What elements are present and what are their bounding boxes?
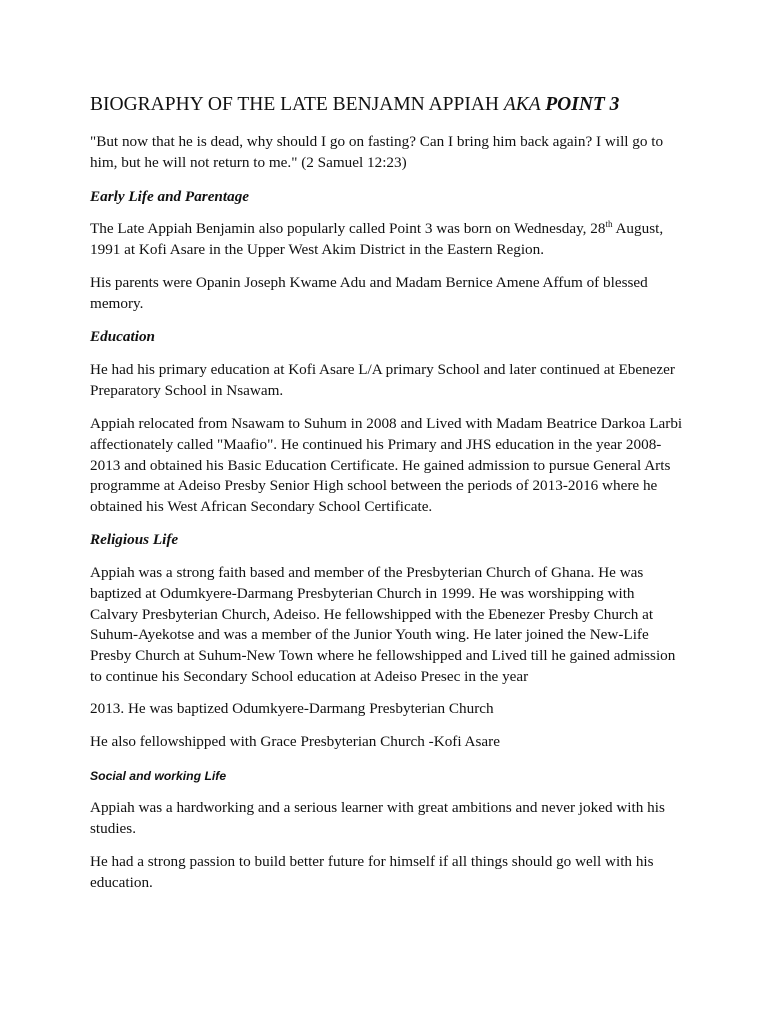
paragraph-line: 2013. He was baptized Odumkyere-Darmang Presbyterian Church bbox=[90, 700, 494, 717]
paragraph-line: He had a strong passion to build better future for himself if all things should go well with his bbox=[90, 853, 654, 870]
paragraph-line: He also fellowshipped with Grace Presbyterian Church -Kofi Asare bbox=[90, 733, 500, 750]
paragraph-line: education. bbox=[90, 873, 153, 891]
paragraph-line: Presby Church at Suhum-New Town where he fellowshipped and Lived till he gained admission bbox=[90, 647, 676, 665]
paragraph-line: Suhum-Ayekotse and was a member of the Junior Youth wing. He later joined the New-Life bbox=[90, 626, 649, 644]
scripture-quote bbox=[90, 132, 682, 174]
heading-social-life: Social and working Life bbox=[90, 769, 227, 783]
education-paragraph-2 bbox=[90, 414, 682, 518]
heading-education: Education bbox=[90, 328, 155, 345]
paragraph-line: Calvary Presbyterian Church, Adeiso. He fellowshipped with the Ebenezer Presby Church at bbox=[90, 605, 654, 623]
religious-life-paragraph-1 bbox=[90, 563, 682, 688]
quote-line: him, but he will not return to me." (2 Samuel 12:23) bbox=[90, 153, 407, 171]
title-main: BIOGRAPHY OF THE LATE BENJAMN APPIAH bbox=[90, 94, 504, 115]
heading-early-life: Early Life and Parentage bbox=[90, 188, 250, 205]
paragraph-line: to continue his Secondary School education at Adeiso Presec in the year bbox=[90, 667, 529, 685]
ordinal-superscript: th bbox=[605, 219, 613, 229]
paragraph-line: 1991 at Kofi Asare in the Upper West Akim District in the Eastern Region. bbox=[90, 240, 545, 258]
heading-religious-life: Religious Life bbox=[90, 531, 179, 548]
title-aka: AKA bbox=[503, 94, 546, 115]
social-life-paragraph-2 bbox=[90, 852, 682, 894]
paragraph-line: obtained his West African Secondary School Certificate. bbox=[90, 498, 433, 516]
title-nickname: POINT 3 bbox=[545, 94, 620, 115]
paragraph-line: Appiah was a strong faith based and member of the Presbyterian Church of Ghana. He was bbox=[90, 564, 644, 581]
paragraph-line: memory. bbox=[90, 294, 144, 312]
paragraph-line: The Late Appiah Benjamin also popularly called Point 3 was born on Wednesday, 28th August, bbox=[90, 219, 664, 237]
paragraph-line: Preparatory School in Nsawam. bbox=[90, 381, 284, 399]
paragraph-line: affectionately called "Maafio". He continued his Primary and JHS education in the year 2008- bbox=[90, 435, 662, 453]
paragraph-line: Appiah was a hardworking and a serious learner with great ambitions and never joked with his bbox=[90, 799, 665, 816]
quote-line: "But now that he is dead, why should I go on fasting? Can I bring him back again? I will go to bbox=[90, 133, 664, 150]
education-paragraph-1 bbox=[90, 360, 682, 402]
document-title bbox=[90, 93, 690, 117]
paragraph-line: baptized at Odumkyere-Darmang Presbyterian Church in 1999. He was worshipping with bbox=[90, 584, 635, 602]
paragraph-line: His parents were Opanin Joseph Kwame Adu and Madam Bernice Amene Affum of blessed bbox=[90, 274, 648, 291]
paragraph-line: programme at Adeiso Presby Senior High school between the periods of 2013-2016 where he bbox=[90, 477, 658, 495]
paragraph-line: 2013 and obtained his Basic Education Certificate. He gained admission to pursue General Arts bbox=[90, 456, 671, 474]
paragraph-line: He had his primary education at Kofi Asare L/A primary School and later continued at Ebenezer bbox=[90, 361, 675, 378]
paragraph-line: Appiah relocated from Nsawam to Suhum in 2008 and Lived with Madam Beatrice Darkoa Larbi bbox=[90, 415, 683, 432]
religious-life-paragraph-2 bbox=[90, 699, 682, 720]
religious-life-paragraph-3 bbox=[90, 732, 682, 753]
social-life-paragraph-1 bbox=[90, 798, 682, 840]
paragraph-line: studies. bbox=[90, 819, 136, 837]
early-life-paragraph-2 bbox=[90, 273, 682, 315]
early-life-paragraph-1 bbox=[90, 219, 682, 261]
